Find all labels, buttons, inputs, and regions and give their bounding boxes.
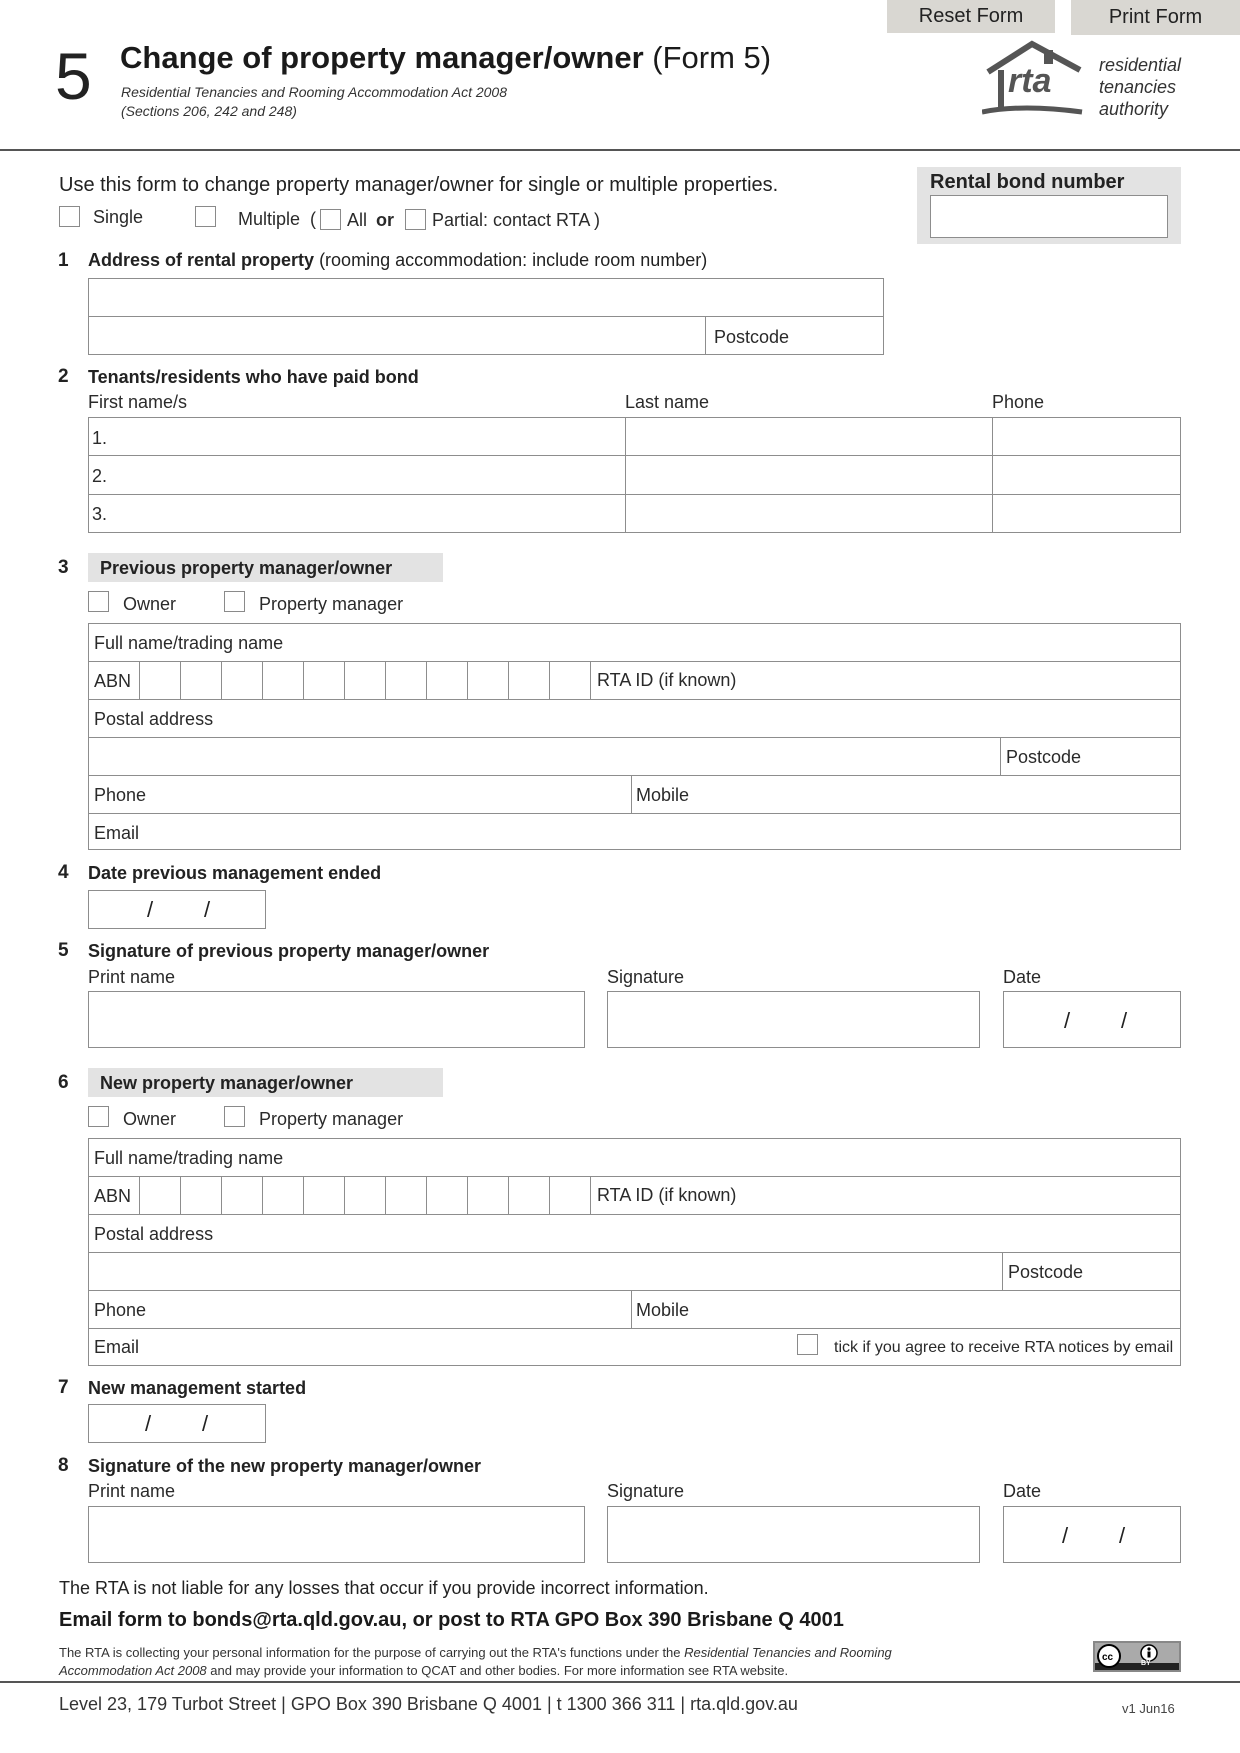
s8-date-label: Date	[1003, 1481, 1042, 1501]
s5-date-sep-1: /	[1064, 1008, 1071, 1033]
s6-phone-label: Phone	[94, 1300, 147, 1320]
s4-number: 4	[58, 862, 69, 883]
s6-full-name-input[interactable]	[290, 1139, 1180, 1176]
s5-title: Signature of previous property manager/owner	[88, 941, 490, 961]
form-number: 5	[55, 39, 92, 113]
reset-form-button[interactable]: Reset Form	[887, 0, 1055, 33]
creative-commons-icon	[1095, 1643, 1179, 1670]
s3-abn-cell-divider	[508, 662, 509, 699]
s1-note: (rooming accommodation: include room number)	[319, 250, 708, 270]
svg-text:cc: cc	[1102, 1652, 1114, 1663]
s6-postcode-label: Postcode	[1008, 1262, 1084, 1282]
tenant-2-first-name-input[interactable]	[110, 456, 624, 494]
tenant-1-first-name-input[interactable]	[110, 418, 624, 455]
logo-line-3: authority	[1099, 99, 1169, 119]
s3-abn-input[interactable]	[139, 662, 591, 699]
s6-abn-cell-divider	[426, 1177, 427, 1214]
cc-by-label: BY	[1141, 1660, 1151, 1667]
s6-abn-cell-divider	[303, 1177, 304, 1214]
s3-postcode-divider	[1000, 737, 1001, 775]
footer-divider	[0, 1681, 1240, 1683]
print-form-button[interactable]: Print Form	[1071, 0, 1240, 35]
s6-abn-input[interactable]	[139, 1177, 591, 1214]
s8-signature-input[interactable]	[607, 1506, 980, 1563]
s4-date-sep-1: /	[147, 897, 154, 922]
privacy-act-name: Residential Tenancies and Rooming	[684, 1645, 892, 1660]
email-post-instructions: Email form to bonds@rta.qld.gov.au, or post to RTA GPO Box 390 Brisbane Q 4001	[59, 1609, 844, 1631]
privacy-line-1	[59, 1644, 892, 1662]
s6-title: New property manager/owner	[100, 1073, 354, 1093]
s3-pm-label: Property manager	[259, 594, 404, 614]
all-checkbox[interactable]	[320, 209, 341, 230]
s7-number: 7	[58, 1377, 69, 1398]
s6-email-input[interactable]	[160, 1329, 790, 1365]
s6-abn-cell-divider	[508, 1177, 509, 1214]
s3-abn-cell-divider	[467, 662, 468, 699]
title-bold: Change of property manager/owner	[120, 40, 644, 75]
single-checkbox[interactable]	[59, 206, 80, 227]
s7-date-sep-2: /	[202, 1411, 209, 1436]
s5-print-name-input[interactable]	[88, 991, 585, 1048]
s5-print-name-label: Print name	[88, 967, 176, 987]
s3-abn-cell-divider	[303, 662, 304, 699]
s1-heading	[88, 250, 707, 271]
s6-abn-cell-divider	[344, 1177, 345, 1214]
s3-abn-cell-divider	[221, 662, 222, 699]
tenant-3-phone-input[interactable]	[993, 495, 1180, 532]
s6-abn-cell-divider	[139, 1177, 140, 1214]
s6-pm-checkbox[interactable]	[224, 1106, 245, 1127]
s6-owner-checkbox[interactable]	[88, 1106, 109, 1127]
s6-abn-cell-divider	[221, 1177, 222, 1214]
s3-abn-cell-divider	[426, 662, 427, 699]
tenant-1-phone-input[interactable]	[993, 418, 1180, 455]
s6-abn-cell-divider	[549, 1177, 550, 1214]
s6-abn-cell-divider	[385, 1177, 386, 1214]
s4-date-sep-2: /	[204, 897, 211, 922]
s5-date-label: Date	[1003, 967, 1042, 987]
partial-label: Partial: contact RTA	[432, 210, 591, 230]
tenant-2-phone-input[interactable]	[993, 456, 1180, 494]
s2-number: 2	[58, 366, 69, 387]
s3-abn-cell-divider	[180, 662, 181, 699]
s3-postcode-label: Postcode	[1006, 747, 1082, 767]
s3-phone-label: Phone	[94, 785, 147, 805]
act-name: Residential Tenancies and Rooming Accommodation Act 2008	[121, 84, 508, 100]
s6-owner-label: Owner	[123, 1109, 177, 1129]
s8-date-sep-1: /	[1062, 1523, 1069, 1548]
s8-number: 8	[58, 1455, 69, 1476]
s3-owner-label: Owner	[123, 594, 177, 614]
tenant-row-1-label: 1.	[92, 428, 108, 448]
s3-postal-line-1-input[interactable]	[240, 700, 1180, 737]
single-label: Single	[93, 207, 144, 227]
s3-owner-checkbox[interactable]	[88, 591, 109, 612]
tenant-3-first-name-input[interactable]	[110, 495, 624, 532]
s6-abn-label: ABN	[94, 1186, 132, 1206]
s3-postal-line-2-input[interactable]	[89, 738, 999, 775]
tenant-row-3-label: 3.	[92, 504, 108, 524]
s6-rta-id-label: RTA ID (if known)	[597, 1185, 737, 1205]
or-label: or	[376, 210, 394, 230]
address-line-2-input[interactable]	[89, 317, 704, 354]
s6-postal-line-2-input[interactable]	[89, 1253, 1001, 1290]
s3-number: 3	[58, 557, 69, 578]
s8-date-sep-2: /	[1119, 1523, 1126, 1548]
s8-print-name-input[interactable]	[88, 1506, 585, 1563]
logo-line-1: residential	[1099, 55, 1182, 75]
s3-mobile-divider	[631, 775, 632, 813]
s4-date-input[interactable]	[88, 890, 266, 929]
postcode-divider	[705, 316, 706, 355]
s3-email-label: Email	[94, 823, 140, 843]
privacy-notice	[59, 1644, 892, 1680]
address-line-1-input[interactable]	[89, 279, 883, 316]
s3-abn-cell-divider	[139, 662, 140, 699]
s6-pm-label: Property manager	[259, 1109, 404, 1129]
version-label: v1 Jun16	[1122, 1701, 1175, 1716]
s6-full-name-label: Full name/trading name	[94, 1148, 284, 1168]
privacy-line-2-text: and may provide your information to QCAT and other bodies. For more information see RTA website.	[206, 1663, 789, 1678]
s3-abn-cell-divider	[590, 662, 591, 699]
s3-abn-cell-divider	[262, 662, 263, 699]
s6-abn-cell-divider	[590, 1177, 591, 1214]
s4-title: Date previous management ended	[88, 863, 382, 883]
s3-abn-cell-divider	[344, 662, 345, 699]
tenant-row-2-label: 2.	[92, 466, 108, 486]
s3-abn-label: ABN	[94, 671, 132, 691]
s3-full-name-input[interactable]	[290, 624, 1180, 661]
s3-mobile-label: Mobile	[636, 785, 690, 805]
rta-logo	[982, 40, 1092, 120]
s5-signature-label: Signature	[607, 967, 685, 987]
s3-abn-cell-divider	[385, 662, 386, 699]
s3-title: Previous property manager/owner	[100, 558, 393, 578]
bond-label: Rental bond number	[930, 171, 1125, 193]
tenant-3-last-name-input[interactable]	[626, 495, 991, 532]
intro-text: Use this form to change property manager/owner for single or multiple properties.	[59, 174, 779, 196]
page-title	[120, 40, 771, 76]
s7-date-sep-1: /	[145, 1411, 152, 1436]
multiple-checkbox[interactable]	[195, 206, 216, 227]
col-phone: Phone	[992, 392, 1045, 412]
s1-title: Address of rental property	[88, 250, 315, 270]
title-suffix: (Form 5)	[652, 40, 772, 75]
s6-abn-cell-divider	[262, 1177, 263, 1214]
s1-postcode-label: Postcode	[714, 327, 790, 347]
s8-date-input[interactable]	[1003, 1506, 1181, 1563]
s7-date-input[interactable]	[88, 1404, 266, 1443]
s6-mobile-label: Mobile	[636, 1300, 690, 1320]
all-label: All	[347, 210, 368, 230]
s8-title: Signature of the new property manager/owner	[88, 1456, 482, 1476]
s3-full-name-label: Full name/trading name	[94, 633, 284, 653]
s1-number: 1	[58, 250, 69, 271]
s5-number: 5	[58, 940, 69, 961]
privacy-line-1-text: The RTA is collecting your personal information for the purpose of carrying out the RTA's functions under the	[59, 1645, 685, 1660]
s6-number: 6	[58, 1072, 69, 1093]
s6-postal-line-1-input[interactable]	[240, 1215, 1180, 1252]
paren-open: (	[310, 209, 316, 229]
s3-rta-id-label: RTA ID (if known)	[597, 670, 737, 690]
multiple-label: Multiple	[238, 209, 301, 229]
s8-print-name-label: Print name	[88, 1481, 176, 1501]
logo-line-2: tenancies	[1099, 77, 1177, 97]
s6-abn-cell-divider	[180, 1177, 181, 1214]
s3-email-input[interactable]	[160, 814, 1180, 849]
privacy-act-name-cont: Accommodation Act 2008	[59, 1663, 207, 1678]
s3-rta-id-input[interactable]	[760, 662, 1180, 699]
cc-by-badge	[1093, 1641, 1181, 1672]
logo-mark: rta	[1008, 62, 1052, 100]
s8-signature-label: Signature	[607, 1481, 685, 1501]
s6-phone-input[interactable]	[160, 1291, 630, 1328]
s3-pm-checkbox[interactable]	[224, 591, 245, 612]
s6-rta-id-input[interactable]	[760, 1177, 1180, 1214]
partial-checkbox[interactable]	[405, 209, 426, 230]
s6-postal-label: Postal address	[94, 1224, 214, 1244]
s7-title: New management started	[88, 1378, 307, 1398]
contact-details: Level 23, 179 Turbot Street | GPO Box 390 Brisbane Q 4001 | t 1300 366 311 | rta.qld.gov.au	[59, 1694, 798, 1714]
s6-email-label: Email	[94, 1337, 140, 1357]
email-notices-label: tick if you agree to receive RTA notices by email	[834, 1339, 1174, 1356]
liability-notice: The RTA is not liable for any losses that occur if you provide incorrect information.	[59, 1578, 709, 1598]
s5-date-input[interactable]	[1003, 991, 1181, 1048]
col-first-name: First name/s	[88, 392, 188, 412]
tenant-1-last-name-input[interactable]	[626, 418, 991, 455]
act-sections: (Sections 206, 242 and 248)	[121, 103, 297, 119]
logo-text	[1099, 54, 1181, 120]
paren-close: )	[594, 210, 600, 230]
s6-postcode-divider	[1002, 1252, 1003, 1290]
s6-mobile-divider	[631, 1290, 632, 1328]
s6-abn-cell-divider	[467, 1177, 468, 1214]
privacy-line-2	[59, 1662, 892, 1680]
s6-mobile-input[interactable]	[700, 1291, 1180, 1328]
s5-signature-input[interactable]	[607, 991, 980, 1048]
col-last-name: Last name	[625, 392, 710, 412]
email-notices-checkbox[interactable]	[797, 1334, 818, 1355]
bond-number-input[interactable]	[930, 195, 1168, 238]
header-divider	[0, 149, 1240, 151]
s3-mobile-input[interactable]	[700, 776, 1180, 813]
tenant-2-last-name-input[interactable]	[626, 456, 991, 494]
s3-abn-cell-divider	[549, 662, 550, 699]
s3-phone-input[interactable]	[160, 776, 630, 813]
s3-postal-label: Postal address	[94, 709, 214, 729]
s5-date-sep-2: /	[1121, 1008, 1128, 1033]
s2-title: Tenants/residents who have paid bond	[88, 367, 419, 387]
